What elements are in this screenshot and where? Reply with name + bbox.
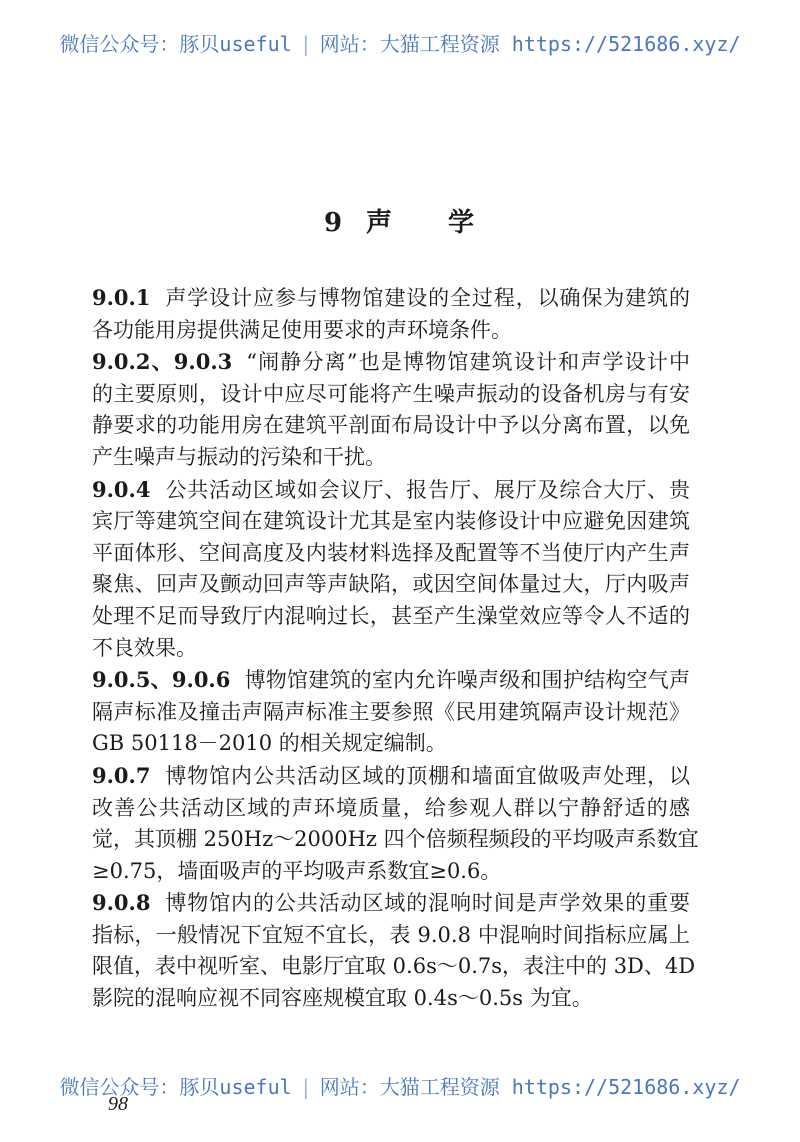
text-line bbox=[92, 282, 690, 315]
watermark-right: 网站：大猫工程资源 https://521686.xyz/ bbox=[319, 32, 741, 56]
section-number: 9.0.4 bbox=[92, 476, 151, 502]
text-line bbox=[92, 824, 699, 856]
text-line bbox=[92, 315, 690, 347]
text-line bbox=[92, 442, 690, 474]
line-text: 隔声标准及撞击声隔声标准主要参照《民用建筑隔声设计规范》 bbox=[92, 699, 690, 724]
chapter-title bbox=[0, 202, 800, 239]
line-text: 处理不足而导致厅内混响过长，甚至产生澡堂效应等令人不适的 bbox=[92, 603, 690, 628]
line-text: ≥0.75，墙面吸声的平均吸声系数宜≥0.6。 bbox=[92, 858, 502, 883]
section-number: 9.0.5、9.0.6 bbox=[92, 667, 231, 693]
line-text: 不良效果。 bbox=[92, 635, 197, 660]
section-number: 9.0.2、9.0.3 bbox=[92, 349, 233, 375]
line-text: 限值，表中视听室、电影厅宜取 0.6s～0.7s，表注中的 3D、4D bbox=[92, 954, 696, 979]
watermark-header bbox=[0, 28, 800, 57]
watermark-separator: | bbox=[299, 1075, 312, 1099]
text-line bbox=[92, 410, 690, 442]
text-line bbox=[92, 664, 690, 697]
text-line bbox=[92, 379, 690, 411]
text-line bbox=[92, 569, 690, 601]
section-number: 9.0.7 bbox=[92, 762, 151, 788]
chapter-number: 9 bbox=[323, 208, 345, 238]
watermark-separator: | bbox=[299, 32, 312, 56]
section-number: 9.0.1 bbox=[92, 285, 151, 310]
line-text: 平面体形、空间高度及内装材料选择及配置等不当使厅内产生声 bbox=[92, 540, 690, 565]
line-text: 指标，一般情况下宜短不宜长，表 9.0.8 中混响时间指标应属上 bbox=[92, 922, 690, 947]
line-text: 静要求的功能用房在建筑平剖面布局设计中予以分离布置，以免 bbox=[92, 413, 690, 438]
text-line bbox=[92, 856, 690, 888]
text-line bbox=[92, 697, 690, 729]
chapter-title-part2: 学 bbox=[448, 208, 477, 238]
text-line bbox=[92, 983, 690, 1015]
line-text: 改善公共活动区域的声环境质量，给参观人群以宁静舒适的感 bbox=[92, 795, 690, 820]
line-text: 产生噪声与振动的污染和干扰。 bbox=[92, 444, 386, 469]
chapter-title-part1: 声 bbox=[366, 208, 395, 238]
document-body bbox=[92, 282, 699, 1015]
line-text: 公共活动区域如会议厅、报告厅、展厅及综合大厅、贵 bbox=[164, 477, 690, 502]
text-line bbox=[92, 887, 690, 920]
paragraph bbox=[92, 474, 690, 665]
watermark-left: 微信公众号：豚贝useful bbox=[59, 1075, 292, 1099]
text-line bbox=[92, 633, 690, 665]
text-line bbox=[92, 474, 690, 507]
line-text: 聚焦、回声及颤动回声等声缺陷，或因空间体量过大，厅内吸声 bbox=[92, 572, 690, 597]
text-line bbox=[92, 538, 690, 570]
line-text: 声学设计应参与博物馆建设的全过程，以确保为建筑的 bbox=[164, 286, 690, 310]
paragraph bbox=[92, 760, 699, 887]
line-text: 觉，其顶棚 250Hz～2000Hz 四个倍频程频段的平均吸声系数宜 bbox=[92, 827, 699, 852]
watermark-right: 网站：大猫工程资源 https://521686.xyz/ bbox=[319, 1075, 741, 1099]
text-line bbox=[92, 951, 696, 983]
line-text: “闹静分离”也是博物馆建筑设计和声学设计中 bbox=[246, 350, 690, 375]
line-text: GB 50118－2010 的相关规定编制。 bbox=[92, 731, 447, 756]
paragraph bbox=[92, 887, 696, 1014]
line-text: 博物馆内的公共活动区域的混响时间是声学效果的重要 bbox=[164, 891, 690, 916]
text-line bbox=[92, 506, 690, 538]
line-text: 博物馆建筑的室内允许噪声级和围护结构空气声 bbox=[244, 668, 690, 693]
line-text: 博物馆内公共活动区域的顶棚和墙面宜做吸声处理，以 bbox=[164, 763, 690, 788]
watermark-left: 微信公众号：豚贝useful bbox=[59, 32, 292, 56]
line-text: 的主要原则，设计中应尽可能将产生噪声振动的设备机房与有安 bbox=[92, 381, 690, 406]
paragraph bbox=[92, 664, 690, 760]
section-number: 9.0.8 bbox=[92, 890, 151, 916]
paragraph bbox=[92, 282, 690, 346]
text-line bbox=[92, 346, 690, 379]
line-text: 影院的混响应视不同容座规模宜取 0.4s～0.5s 为宜。 bbox=[92, 986, 593, 1011]
page-number: 98 bbox=[108, 1093, 128, 1115]
text-line bbox=[92, 920, 690, 952]
text-line bbox=[92, 601, 690, 633]
text-line bbox=[92, 728, 690, 760]
text-line bbox=[92, 793, 690, 825]
text-line bbox=[92, 760, 690, 793]
paragraph bbox=[92, 346, 690, 473]
line-text: 各功能用房提供满足使用要求的声环境条件。 bbox=[92, 317, 512, 342]
line-text: 宾厅等建筑空间在建筑设计尤其是室内装修设计中应避免因建筑 bbox=[92, 509, 690, 534]
